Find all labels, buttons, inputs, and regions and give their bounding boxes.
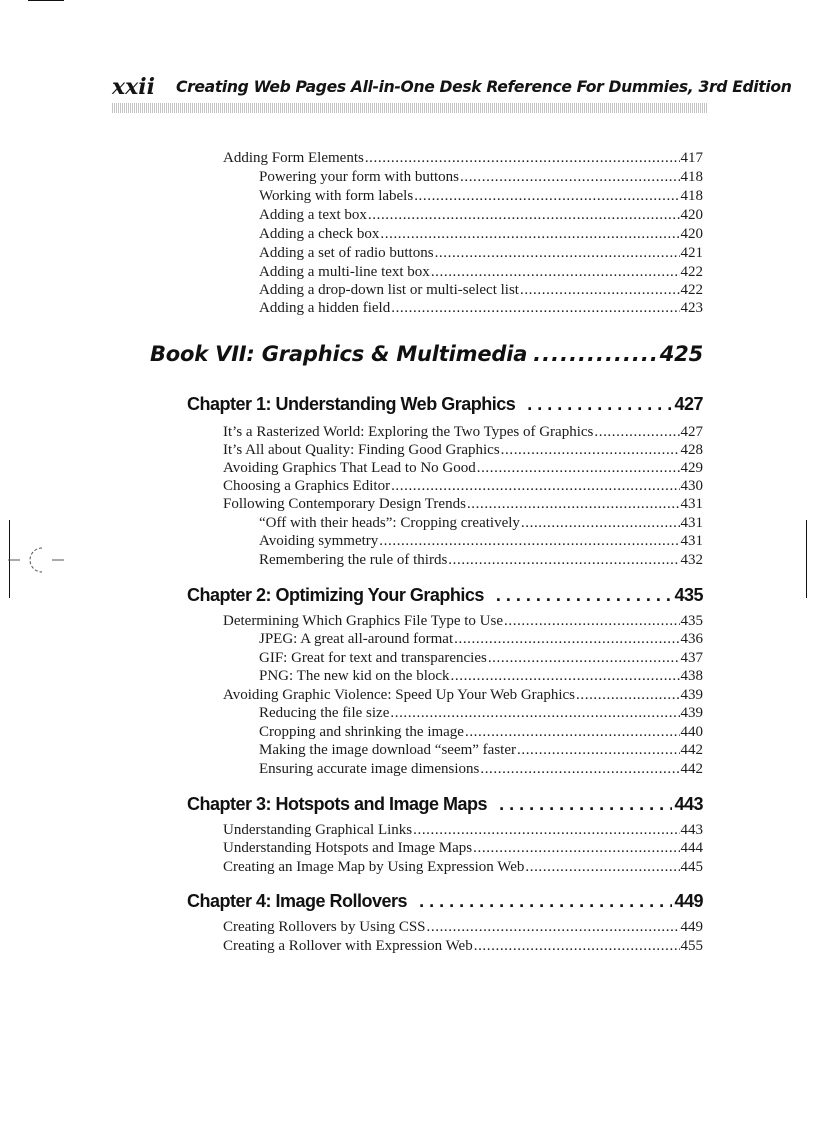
toc-subentry[interactable] — [259, 281, 703, 299]
toc-entry[interactable] — [223, 477, 703, 495]
entry-title: Working with form labels — [259, 188, 414, 204]
chapter-title: Chapter 4: Image Rollovers — [187, 891, 408, 911]
entry-page: 455 — [680, 938, 703, 954]
chapter-heading[interactable] — [187, 890, 703, 912]
toc-subentry[interactable] — [259, 532, 703, 550]
entry-page: 421 — [680, 245, 703, 261]
entry-page: 436 — [680, 631, 703, 647]
running-head-title: Creating Web Pages All-in-One Desk Reference For Dummies, 3rd Edition — [176, 78, 792, 96]
toc-subentry[interactable] — [259, 760, 703, 778]
entry-title: PNG: The new kid on the block — [259, 668, 450, 684]
running-head — [112, 74, 792, 104]
chapter-page: 449 — [674, 891, 703, 911]
entry-page: 440 — [680, 724, 703, 740]
toc-subentry[interactable] — [259, 667, 703, 685]
entry-page: 439 — [680, 705, 703, 721]
entry-page: 435 — [680, 613, 703, 629]
entry-title: Avoiding Graphic Violence: Speed Up Your Web Graphics — [223, 687, 576, 703]
toc-subentry[interactable] — [259, 187, 703, 205]
toc-subentry[interactable] — [259, 551, 703, 569]
chapter-page: 435 — [674, 585, 703, 605]
entry-page: 432 — [680, 552, 703, 568]
book-heading[interactable] — [150, 342, 703, 366]
toc-entry[interactable] — [223, 918, 703, 936]
toc-entry[interactable] — [223, 495, 703, 513]
entry-page: 442 — [680, 761, 703, 777]
toc-entry[interactable] — [223, 459, 703, 477]
entry-page: 429 — [680, 460, 703, 476]
entry-title: Avoiding Graphics That Lead to No Good — [223, 460, 476, 476]
entry-title: Remembering the rule of thirds — [259, 552, 448, 568]
toc-subentry[interactable] — [259, 630, 703, 648]
entry-title: Creating an Image Map by Using Expression Web — [223, 859, 525, 875]
entry-title: Adding a text box — [259, 207, 367, 223]
toc-subentry[interactable] — [259, 206, 703, 224]
entry-title: JPEG: A great all-around format — [259, 631, 454, 647]
entry-page: 423 — [680, 300, 703, 316]
entry-page: 437 — [680, 650, 703, 666]
chapter-title: Chapter 1: Understanding Web Graphics — [187, 394, 516, 414]
chapter-heading[interactable] — [187, 793, 703, 815]
entry-title: Adding a set of radio buttons — [259, 245, 434, 261]
toc-entry[interactable] — [223, 423, 703, 441]
chapter-heading[interactable] — [187, 393, 703, 415]
entry-page: 431 — [680, 496, 703, 512]
entry-page: 420 — [680, 226, 703, 242]
entry-title: Adding a drop-down list or multi-select list — [259, 282, 519, 298]
entry-page: 427 — [680, 424, 703, 440]
toc-entry[interactable] — [223, 441, 703, 459]
entry-title: Powering your form with buttons — [259, 169, 459, 185]
toc-subentry[interactable] — [259, 723, 703, 741]
toc-subentry[interactable] — [259, 704, 703, 722]
toc-subentry[interactable] — [259, 244, 703, 262]
entry-page: 439 — [680, 687, 703, 703]
toc-subentry[interactable] — [259, 649, 703, 667]
toc-subentry[interactable] — [259, 741, 703, 759]
chapter-page: 427 — [674, 394, 703, 414]
header-rule — [112, 103, 708, 113]
entry-page: 420 — [680, 207, 703, 223]
entry-page: 422 — [680, 282, 703, 298]
entry-title: Understanding Hotspots and Image Maps — [223, 840, 473, 856]
toc-subentry[interactable] — [259, 168, 703, 186]
chapter-page: 443 — [674, 794, 703, 814]
entry-title: GIF: Great for text and transparencies — [259, 650, 487, 666]
toc-subentry[interactable] — [259, 299, 703, 317]
entry-page: 430 — [680, 478, 703, 494]
toc-entry[interactable] — [223, 149, 703, 167]
entry-page: 431 — [680, 533, 703, 549]
entry-title: Understanding Graphical Links — [223, 822, 413, 838]
toc-entry[interactable] — [223, 821, 703, 839]
toc-entry[interactable] — [223, 612, 703, 630]
entry-title: Determining Which Graphics File Type to Use — [223, 613, 504, 629]
entry-title: Reducing the file size — [259, 705, 390, 721]
entry-page: 428 — [680, 442, 703, 458]
registration-mark — [8, 540, 66, 580]
book-title: Book VII: Graphics & Multimedia — [150, 342, 528, 366]
entry-title: It’s a Rasterized World: Exploring the Two Types of Graphics — [223, 424, 594, 440]
entry-title: Creating a Rollover with Expression Web — [223, 938, 473, 954]
toc-entry[interactable] — [223, 686, 703, 704]
page-folio: xxii — [112, 74, 155, 100]
entry-page: 418 — [680, 169, 703, 185]
entry-title: Choosing a Graphics Editor — [223, 478, 391, 494]
entry-page: 443 — [680, 822, 703, 838]
entry-title: Adding a check box — [259, 226, 380, 242]
toc-subentry[interactable] — [259, 225, 703, 243]
entry-title: Following Contemporary Design Trends — [223, 496, 466, 512]
entry-page: 431 — [680, 515, 703, 531]
entry-title: Cropping and shrinking the image — [259, 724, 464, 740]
chapter-heading[interactable] — [187, 584, 703, 606]
chapter-title: Chapter 3: Hotspots and Image Maps — [187, 794, 488, 814]
entry-title: Creating Rollovers by Using CSS — [223, 919, 426, 935]
entry-page: 444 — [680, 840, 703, 856]
entry-title: Avoiding symmetry — [259, 533, 379, 549]
toc-subentry[interactable] — [259, 263, 703, 281]
toc-entry[interactable] — [223, 937, 703, 955]
entry-page: 442 — [680, 742, 703, 758]
crop-mark-top — [28, 0, 64, 1]
book-page: 425 — [659, 342, 703, 366]
entry-page: 422 — [680, 264, 703, 280]
entry-title: It’s All about Quality: Finding Good Graphics — [223, 442, 500, 458]
entry-page: 438 — [680, 668, 703, 684]
entry-title: Adding a multi-line text box — [259, 264, 430, 280]
entry-title: Adding a hidden field — [259, 300, 391, 316]
chapter-title: Chapter 2: Optimizing Your Graphics — [187, 585, 484, 605]
toc-subentry[interactable] — [259, 514, 703, 532]
toc-entry[interactable] — [223, 858, 703, 876]
entry-page: 417 — [680, 150, 703, 166]
entry-title: Making the image download “seem” faster — [259, 742, 516, 758]
entry-title: Adding Form Elements — [223, 150, 364, 166]
crop-mark-right — [806, 520, 807, 598]
entry-title: Ensuring accurate image dimensions — [259, 761, 480, 777]
entry-page: 418 — [680, 188, 703, 204]
entry-page: 449 — [680, 919, 703, 935]
entry-page: 445 — [680, 859, 703, 875]
toc-entry[interactable] — [223, 839, 703, 857]
entry-title: “Off with their heads”: Cropping creatively — [259, 515, 520, 531]
